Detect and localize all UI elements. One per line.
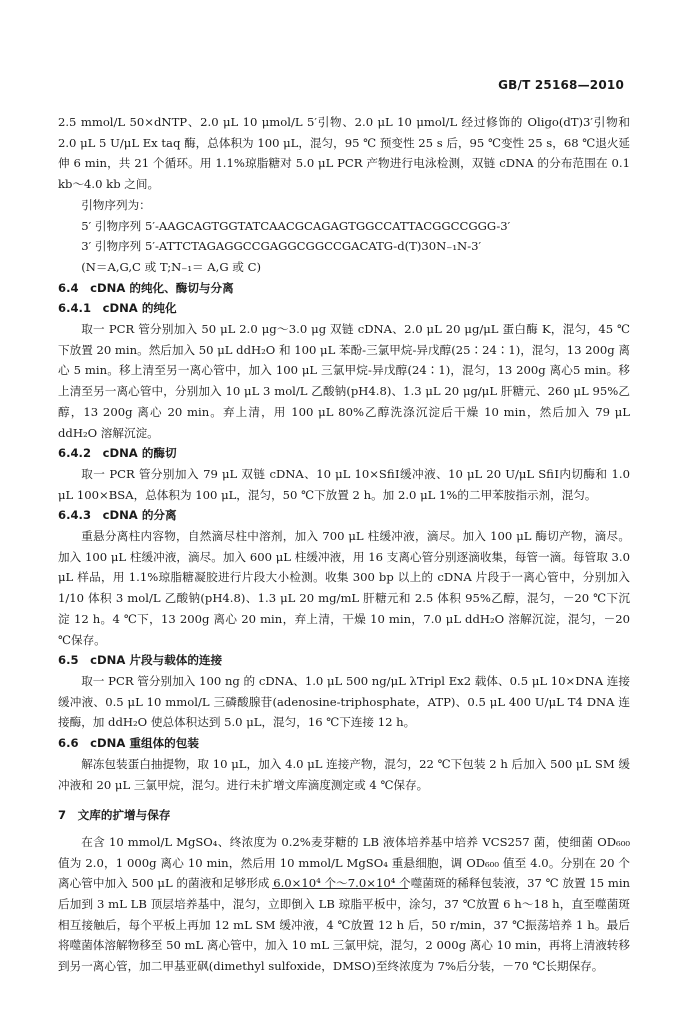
- section-heading: [58, 278, 630, 299]
- body-paragraph: 取一 PCR 管分别加入 100 ng 的 cDNA、1.0 μL 500 ng/μL λTripl Ex2 载体、0.5 μL 10×DNA 连接缓冲液、0.5 μL 10 mmol/L 三磷酸腺苷(adenosine-triphosphate，ATP)、0.5 μL 400 U/μL T4 DNA 连接酶，加 ddH₂O 使总体积达到 5.0 μL，混匀，16 ℃下连接 12 h。: [58, 673, 630, 730]
- section-title: cDNA 的分离: [102, 508, 177, 523]
- section-number: 7: [58, 808, 67, 823]
- section-number: 6.4: [58, 280, 79, 295]
- section-number: 6.4.1: [58, 301, 92, 316]
- section-number: 6.4.3: [58, 508, 92, 523]
- section-title: cDNA 的纯化: [102, 301, 177, 316]
- section-title: cDNA 的酶切: [102, 446, 177, 461]
- section-title: cDNA 的纯化、酶切与分离: [90, 280, 234, 295]
- section-heading: [58, 650, 630, 671]
- section-heading: [58, 443, 630, 464]
- section-heading: [58, 298, 630, 319]
- body-paragraph: 2.5 mmol/L 50×dNTP、2.0 μL 10 μmol/L 5′引物、2.0 μL 10 μmol/L 经过修饰的 Oligo(dT)3′引物和 2.0 μL 5 U/μL Ex taq 酶，总体积为 100 μL，混匀，95 ℃ 预变性 25 s 后，95 ℃变性 25 s，68 ℃退火延伸 6 min，共 21 个循环。用 1.1%琼脂糖对 5.0 μL PCR 产物进行电泳检测，双链 cDNA 的分布范围在 0.1 kb～4.0 kb 之间。: [58, 115, 631, 192]
- section-number: 6.6: [58, 736, 79, 751]
- standard-number: GB/T 25168—2010: [498, 78, 624, 92]
- document-body: [58, 112, 630, 977]
- end-rule: [272, 888, 408, 889]
- section-title: 文库的扩增与保存: [77, 808, 171, 823]
- body-paragraph: 取一 PCR 管分别加入 79 μL 双链 cDNA、10 μL 10×SfiⅠ缓冲液、10 μL 20 U/μL SfiⅠ内切酶和 1.0 μL 100×BSA，总体积为 100 μL，混匀，50 ℃下放置 2 h。加 2.0 μL 1%的二甲苯胺指示剂，混匀。: [58, 466, 630, 502]
- section-heading: [58, 805, 630, 826]
- body-paragraph: 在含 10 mmol/L MgSO₄、终浓度为 0.2%麦芽糖的 LB 液体培养基中培养 VCS257 菌，使细菌 OD₆₀₀ 值为 2.0，1 000g 离心 10 min，然后用 10 mmol/L MgSO₄ 重悬细胞，调 OD₆₀₀ 值至 4.0。分别在 20 个离心管中加入 500 μL 的菌液和足够形成 6.0×10⁴ 个～7.0×10⁴ 个噬菌斑的稀释包装液，37 ℃ 放置 15 min 后加到 3 mL LB 顶层培养基中，混匀，立即倒入 LB 琼脂平板中，涂匀，37 ℃放置 6 h～18 h，直至噬菌斑相互接触后，每个平板上再加 12 mL SM 缓冲液，4 ℃放置 12 h 后，50 r/min，37 ℃振荡培养 1 h。最后将噬菌体溶解物移至 50 mL 离心管中，加入 10 mL 三氯甲烷，混匀，2 000g 离心 10 min，再将上清液转移到另一离心管，加二甲基亚砜(dimethyl sulfoxide，DMSO)至终浓度为 7%后分装，－70 ℃长期保存。: [58, 834, 630, 974]
- section-number: 6.5: [58, 653, 79, 668]
- section-title: cDNA 重组体的包装: [90, 736, 199, 751]
- body-paragraph: 引物序列为：: [81, 197, 151, 212]
- section-heading: [58, 733, 630, 754]
- section-title: cDNA 片段与载体的连接: [90, 653, 223, 668]
- body-paragraph: 取一 PCR 管分别加入 50 μL 2.0 μg～3.0 μg 双链 cDNA、2.0 μL 20 μg/μL 蛋白酶 K，混匀，45 ℃下放置 20 min。然后加入 50 μL ddH₂O 和 100 μL 苯酚-三氯甲烷-异戊醇(25∶24∶1)，混匀，13 200g 离心 5 min。移上清至另一离心管中，加入 100 μL 三氯甲烷-异戊醇(24∶1)，混匀，13 200g 离心5 min。移上清至另一离心管中，分别加入 10 μL 3 mol/L 乙酸钠(pH4.8)、1.3 μL 20 μg/μL 肝糖元、260 μL 95%乙醇，13 200g 离心 20 min。弃上清，用 100 μL 80%乙醇洗涤沉淀后干燥 10 min，然后加入 79 μL ddH₂O 溶解沉淀。: [58, 322, 630, 440]
- body-paragraph: 重悬分离柱内容物，自然滴尽柱中溶剂，加入 700 μL 柱缓冲液，滴尽。加入 100 μL 酶切产物，滴尽。加入 100 μL 柱缓冲液，滴尽。加入 600 μL 柱缓冲液，用 16 支离心管分别逐滴收集，每管一滴。每管取 3.0 μL 样品，用 1.1%琼脂糖凝胶进行片段大小检测。收集 300 bp 以上的 cDNA 片段于一离心管中，分别加入 1/10 体积 3 mol/L 乙酸钠(pH4.8)、1.3 μL 20 mg/mL 肝糖元和 2.5 体积 95%乙醇，混匀，－20 ℃下沉淀 12 h。4 ℃下，13 200g 离心 20 min，弃上清，干燥 10 min，7.0 μL ddH₂O 溶解沉淀，混匀，－20 ℃保存。: [58, 529, 630, 647]
- primer-sequence-line: 3′ 引物序列 5′-ATTCTAGAGGCCGAGGCGGCCGACATG-d(T)30N₋₁N-3′: [81, 239, 482, 254]
- primer-sequence-line: (N＝A,G,C 或 T;N₋₁＝ A,G 或 C): [81, 259, 261, 274]
- section-heading: [58, 505, 630, 526]
- section-number: 6.4.2: [58, 446, 92, 461]
- body-paragraph: 解冻包装蛋白抽提物，取 10 μL，加入 4.0 μL 连接产物，混匀，22 ℃下包装 2 h 后加入 500 μL SM 缓冲液和 20 μL 三氯甲烷，混匀。进行未扩增文库滴度测定或 4 ℃保存。: [58, 756, 630, 792]
- primer-sequence-line: 5′ 引物序列 5′-AAGCAGTGGTATCAACGCAGAGTGGCCATTACGGCCGGG-3′: [81, 218, 511, 233]
